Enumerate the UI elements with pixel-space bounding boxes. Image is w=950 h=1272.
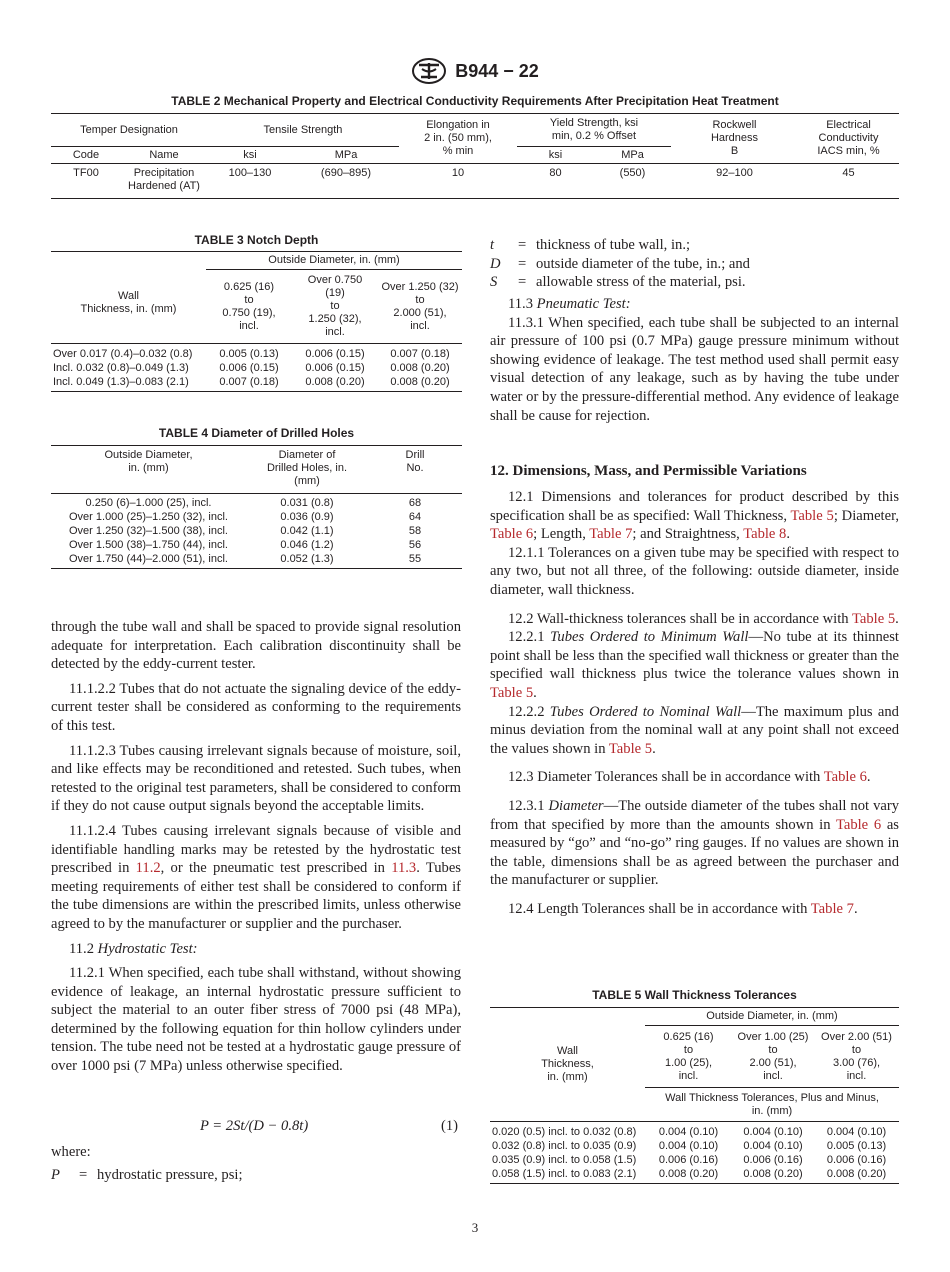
table-row: Over 1.250 (32)–1.500 (38), incl. 0.042 (1.1) 58	[69, 525, 422, 537]
link-table-5[interactable]: Table 5	[790, 507, 834, 524]
paragraph-12-3-1: 12.3.1 Diameter—The outside diameter of the tubes shall not vary from that specified by more than the amounts shown in Table 6 as measured by “go” and “no-go” ring gauges. If no values are shown in the table, dimensions shall be as agreed between the purchaser and the manufacturer or supplier.	[490, 797, 899, 889]
paragraph-12-2: 12.2 Wall-thickness tolerances shall be in accordance with Table 5.	[508, 610, 899, 627]
th-ksi: ksi	[207, 147, 293, 164]
link-11-3[interactable]: 11.3	[391, 860, 417, 877]
heading-11-2: 11.2 Hydrostatic Test:	[69, 940, 198, 957]
th-od: Outside Diameter, in. (mm)	[104, 449, 193, 474]
paragraph-12-2-2: 12.2.2 Tubes Ordered to Nominal Wall—The maximum plus and minus deviation from the nominal wall at any point shall not exceed the values shown in Table 5.	[490, 703, 899, 757]
paragraph-12-4: 12.4 Length Tolerances shall be in accordance with Table 7.	[508, 900, 858, 917]
page-header	[0, 58, 950, 84]
link-table-6[interactable]: Table 6	[823, 769, 867, 786]
th-temper: Temper Designation	[80, 123, 178, 136]
th-code: Code	[51, 147, 121, 164]
table-row: Incl. 0.049 (1.3)–0.083 (2.1) 0.007 (0.18) 0.008 (0.20) 0.008 (0.20)	[51, 376, 462, 392]
paragraph-11-1-2-4: 11.1.2.4 Tubes causing irrelevant signals because of visible and identifiable handling marks may be retested by the hydrostatic test prescribed in 11.2, or the pneumatic test prescribed in 11.3. Tubes meeting requirements of either test shall be considered to conform if the tube dimensions are within the prescribed limits, unless otherwise agreed to by the manufacturer or supplier and the purchaser.	[51, 822, 461, 932]
equation: P = 2St/(D − 0.8t)	[200, 1118, 309, 1134]
paragraph-12-1-1: 12.1.1 Tolerances on a given tube may be specified with respect to any two, but not all three, of the following: outside diameter, inside diameter, wall thickness.	[490, 544, 899, 598]
right-column-text-b	[490, 488, 899, 924]
th-col-2: Over 1.00 (25) to 2.00 (51), incl.	[737, 1030, 809, 1082]
paragraph-11-3-1: 11.3.1 When specified, each tube shall be subjected to an internal air pressure of 100 psi (0.7 MPa) gauge pressure minimum without showing evidence of leakage. The test method used shall permit easy visual detection of any leakage, such as by having the tube under water or by the pressure-differential method. Any evidence of leakage shall be cause for rejection.	[490, 314, 899, 424]
link-table-8[interactable]: Table 8	[743, 526, 787, 543]
th-yield: Yield Strength, ksi min, 0.2 % Offset	[517, 114, 671, 147]
th-col-1: 0.625 (16) to 0.750 (19), incl.	[222, 280, 276, 332]
variable-definition: D = outside diameter of the tube, in.; and	[490, 255, 750, 272]
th-mpa: MPa	[293, 147, 399, 164]
table-row: Over 1.750 (44)–2.000 (51), incl. 0.052 (1.3) 55	[51, 553, 462, 569]
table-2-caption: TABLE 2 Mechanical Property and Electrical Conductivity Requirements After Precipitation Heat Treatment	[171, 94, 779, 108]
th-outside-diameter: Outside Diameter, in. (mm)	[645, 1008, 899, 1026]
th-elongation: Elongation in 2 in. (50 mm), % min	[424, 119, 492, 157]
table-3	[51, 251, 462, 392]
table-row: 0.058 (1.5) incl. to 0.083 (2.1) 0.008 (0.20) 0.008 (0.20) 0.008 (0.20)	[490, 1168, 899, 1184]
paragraph-12-3: 12.3 Diameter Tolerances shall be in accordance with Table 6.	[508, 769, 871, 786]
paragraph-12-1: 12.1 Dimensions and tolerances for product described by this specification shall be as specified: Wall Thickness, Table 5; Diameter, Table 6; Length, Table 7; and Straightness, Table 8.	[490, 489, 900, 543]
th-col-1: 0.625 (16) to 1.00 (25), incl.	[663, 1030, 714, 1082]
heading-11-3: 11.3 Pneumatic Test:	[508, 296, 631, 312]
right-column-text-a	[490, 295, 899, 431]
table-row: 0.032 (0.8) incl. to 0.035 (0.9) 0.004 (0.10) 0.004 (0.10) 0.005 (0.13)	[492, 1140, 887, 1152]
th-wall-thickness: Wall Thickness, in. (mm)	[80, 289, 177, 315]
paragraph-11-1-2-2: 11.1.2.2 Tubes that do not actuate the signaling device of the eddy-current tester shall be considered as conforming to the requirements of this test.	[51, 680, 461, 734]
link-table-5[interactable]: Table 5	[851, 610, 896, 627]
table-4	[51, 445, 462, 569]
th-yield-ksi: ksi	[548, 148, 563, 161]
th-outside-diameter: Outside Diameter, in. (mm)	[206, 252, 462, 270]
th-name: Name	[121, 147, 207, 164]
table-row: Over 1.000 (25)–1.250 (32), incl. 0.036 (0.9) 64	[69, 511, 422, 523]
table-row: Incl. 0.032 (0.8)–0.049 (1.3) 0.006 (0.15) 0.006 (0.15) 0.008 (0.20)	[53, 362, 450, 374]
variable-definition: S = allowable stress of the material, psi.	[490, 274, 746, 291]
variable-definition: t = thickness of tube wall, in.;	[490, 237, 691, 253]
th-rockwell: Rockwell Hardness B	[710, 119, 759, 157]
table-row: 0.250 (6)–1.000 (25), incl. 0.031 (0.8) 68	[51, 494, 462, 511]
variable-list	[490, 236, 899, 292]
table-row: TF00 Precipitation Hardened (AT) 100–130 (690–895) 10 80 (550) 92–100 45	[51, 164, 899, 199]
th-tolerances: Wall Thickness Tolerances, Plus and Minus, in. (mm)	[645, 1088, 899, 1122]
link-table-6[interactable]: Table 6	[835, 816, 882, 833]
table-5-caption: TABLE 5 Wall Thickness Tolerances	[592, 988, 797, 1002]
table-3-caption: TABLE 3 Notch Depth	[194, 233, 319, 247]
paragraph-12-2-1: 12.2.1 Tubes Ordered to Minimum Wall—No tube at its thinnest point shall be less than the specified wall thickness or greater than the specified wall thickness plus twice the tolerance values shown in Table 5.	[490, 629, 899, 701]
page-number: 3	[471, 1220, 479, 1235]
variable-definition: P = hydrostatic pressure, psi;	[51, 1167, 243, 1183]
section-12-heading: 12. Dimensions, Mass, and Permissible Variations	[490, 463, 807, 479]
document-id: B944 − 22	[455, 60, 539, 81]
table-row: Over 1.500 (38)–1.750 (44), incl. 0.046 (1.2) 56	[69, 539, 422, 551]
astm-logo-icon	[411, 58, 447, 84]
table-2	[51, 113, 899, 199]
where-label: where:	[51, 1144, 91, 1160]
th-drill-no: Drill No.	[405, 449, 425, 474]
link-table-7[interactable]: Table 7	[589, 526, 633, 543]
th-conductivity: Electrical Conductivity IACS min, %	[817, 119, 880, 157]
th-col-3: Over 1.250 (32) to 2.000 (51), incl.	[381, 280, 459, 332]
th-hole-diameter: Diameter of Drilled Holes, in. (mm)	[266, 449, 348, 487]
th-tensile: Tensile Strength	[263, 123, 343, 136]
link-table-5[interactable]: Table 5	[608, 740, 653, 757]
link-11-2[interactable]: 11.2	[135, 860, 161, 877]
table-row: Over 0.017 (0.4)–0.032 (0.8) 0.005 (0.13) 0.006 (0.15) 0.007 (0.18)	[51, 344, 462, 362]
th-col-2: Over 0.750 (19) to 1.250 (32), incl.	[307, 274, 363, 338]
link-table-5[interactable]: Table 5	[490, 684, 534, 701]
equation-number: (1)	[441, 1118, 459, 1134]
paragraph-11-1-2-3: 11.1.2.3 Tubes causing irrelevant signals because of moisture, soil, and like effects may be reconditioned and retested. Such tubes, when retested to the original test parameters, shall be considered to conform if they do not cause output signals beyond the acceptable limits.	[51, 742, 461, 815]
table-row: 0.035 (0.9) incl. to 0.058 (1.5) 0.006 (0.16) 0.006 (0.16) 0.006 (0.16)	[492, 1154, 887, 1166]
th-col-3: Over 2.00 (51) to 3.00 (76), incl.	[821, 1030, 892, 1082]
th-wall-thickness: Wall Thickness, in. (mm)	[541, 1045, 594, 1083]
table-5	[490, 1007, 899, 1184]
th-yield-mpa: MPa	[621, 148, 644, 161]
left-column-text	[51, 618, 461, 1082]
table-4-caption: TABLE 4 Diameter of Drilled Holes	[158, 426, 355, 440]
link-table-7[interactable]: Table 7	[810, 900, 854, 917]
paragraph-11-2-1: 11.2.1 When specified, each tube shall withstand, without showing evidence of leakage, an internal hydrostatic pressure sufficient to subject the material to an outer fiber stress of 7000 psi (48 MPa), determined by the following equation for thin hollow cylinders under tension. The tube need not be tested at a hydrostatic gauge pressure of over 1000 psi (7 MPa) unless otherwise specified.	[51, 965, 461, 1075]
table-row: 0.020 (0.5) incl. to 0.032 (0.8) 0.004 (0.10) 0.004 (0.10) 0.004 (0.10)	[490, 1122, 899, 1140]
link-table-6[interactable]: Table 6	[490, 526, 534, 543]
paragraph: through the tube wall and shall be spaced to provide signal resolution adequate for interpretation. Each calibration discontinuity shall be detected by the eddy-current tester.	[51, 619, 461, 673]
